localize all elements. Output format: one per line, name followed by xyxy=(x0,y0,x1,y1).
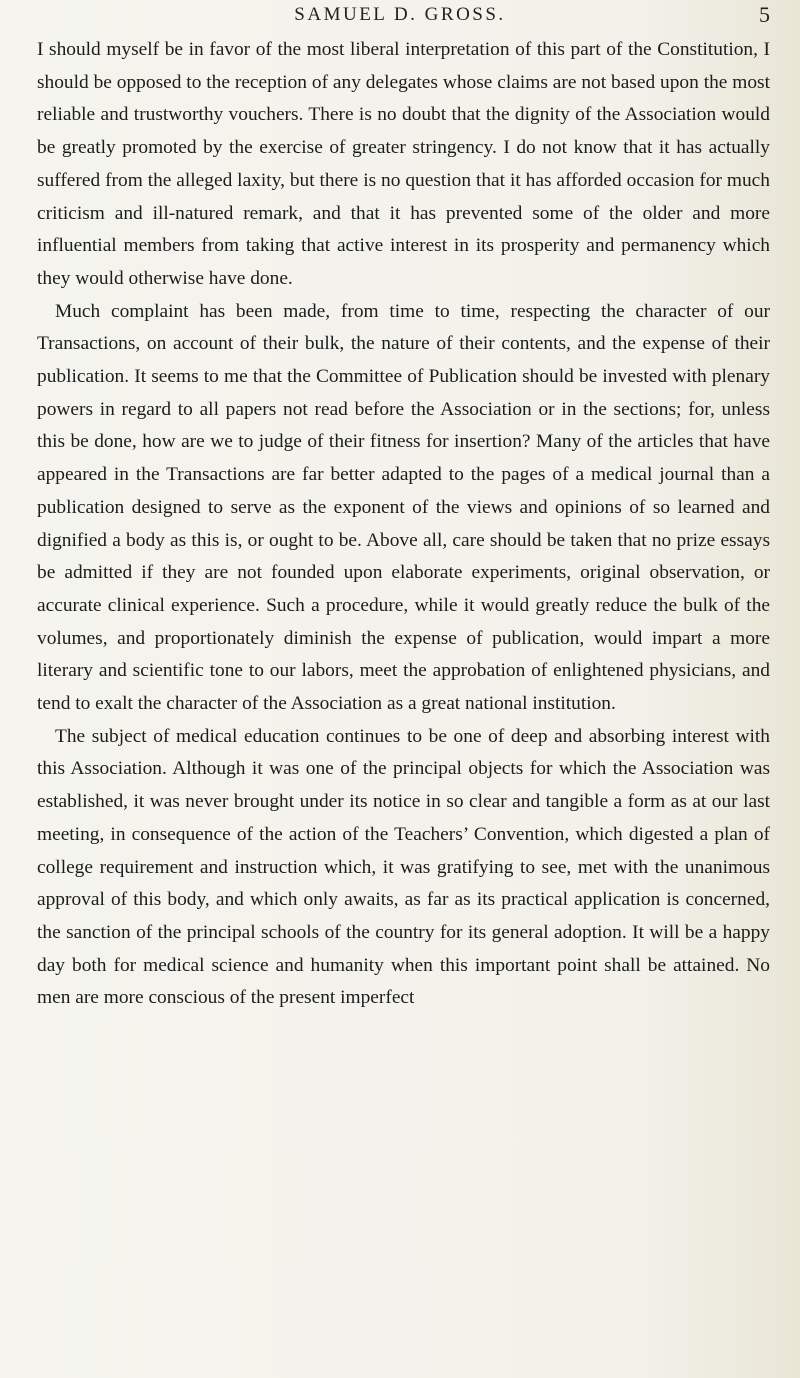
paragraph-constitution: I should myself be in favor of the most liberal interpretation of this part of the Constitution, I should be opposed to the reception of any delegates whose claims are not based upon the most reliable and trustworthy vouchers. There is no doubt that the dignity of the Association would be greatly promoted by the exercise of greater stringency. I do not know that it has actually suffered from the alleged laxity, but there is no question that it has afforded occasion for much criticism and ill-natured remark, and that it has prevented some of the older and more influential members from taking that active interest in its prosperity and permanency which they would otherwise have done. xyxy=(37,39,770,289)
running-title: SAMUEL D. GROSS. xyxy=(294,4,506,25)
page-number: 5 xyxy=(759,2,770,27)
paragraph-transactions: Much complaint has been made, from time to time, respecting the character of our Transactions, on account of their bulk, the nature of their contents, and the expense of their publication. It seems to me that the Committee of Publication should be invested with plenary powers in regard to all papers not read before the Association or in the sections; for, unless this be done, how are we to judge of their fitness for insertion? Many of the articles that have appeared in the Transactions are far better adapted to the pages of a medical journal than a publication designed to serve as the exponent of the views and opinions of so learned and dignified a body as this is, or ought to be. Above all, care should be taken that no prize essays be admitted if they are not founded upon elaborate experiments, original observation, or accurate clinical experience. Such a procedure, while it would greatly reduce the bulk of the volumes, and proportionately diminish the expense of publication, would impart a more literary and scientific tone to our labors, meet the approbation of enlightened physicians, and tend to exalt the character of the Association as a great national institution. xyxy=(37,300,770,715)
running-head xyxy=(0,4,800,30)
paragraph-medical-education: The subject of medical education continues to be one of deep and absorbing interest with this Association. Although it was one of the principal objects for which the Association was established, it was never brought under its notice in so clear and tangible a form as at our last meeting, in consequence of the action of the Teachers’ Convention, which digested a plan of college requirement and instruction which, it was gratifying to see, met with the unanimous approval of this body, and which only awaits, as far as its practical application is concerned, the sanction of the principal schools of the country for its general adoption. It will be a happy day both for medical science and humanity when this important point shall be attained. No men are more conscious of the present imperfect xyxy=(37,725,770,1009)
body-text xyxy=(37,34,770,1015)
